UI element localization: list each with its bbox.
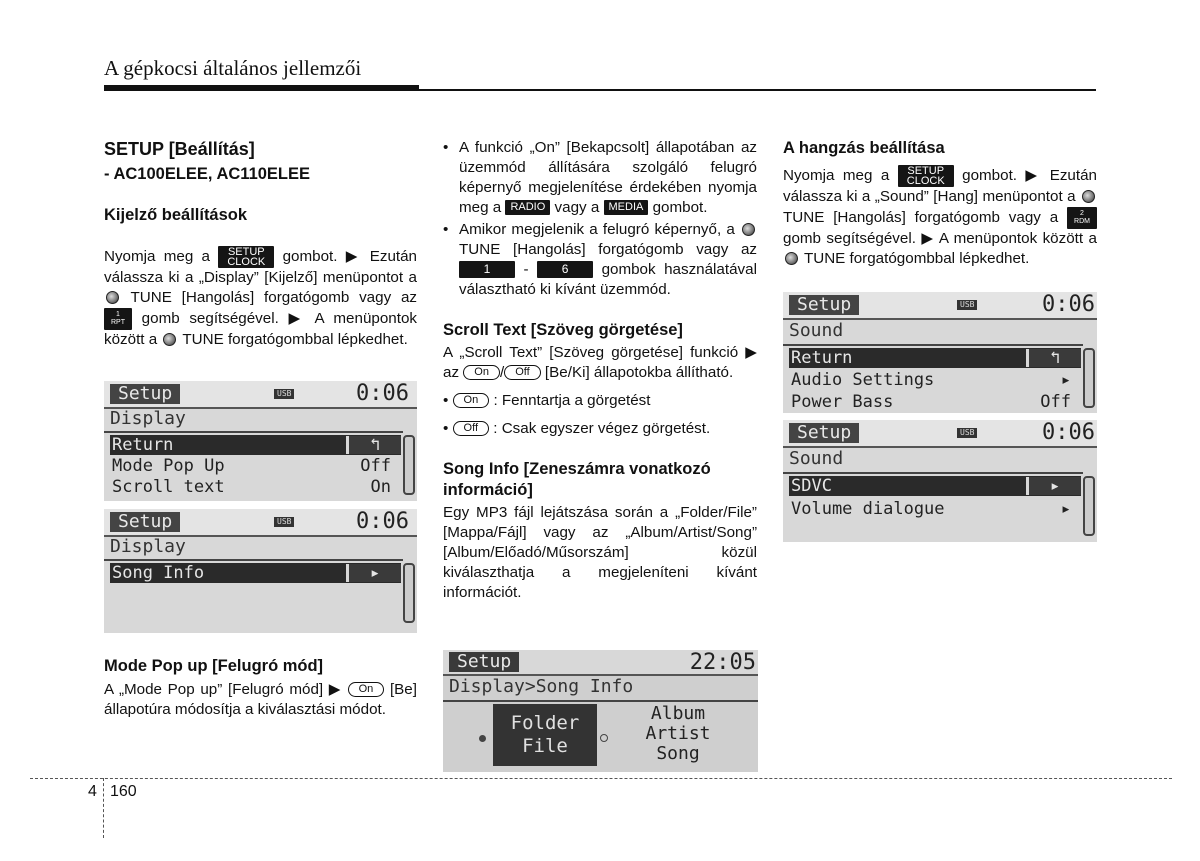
lcd-clock: 22:05: [689, 650, 756, 675]
lcd-scrollbar: [403, 563, 415, 623]
lcd-menu-title: Sound: [789, 320, 844, 341]
list-item: • Amikor megjelenik a felugró képernyő, a TUNE [Hangolás] forgatógomb vagy az 1 - 6 gombok használatával választható ki kívánt üzemmód.: [443, 221, 757, 298]
lcd-scrollbar: [403, 435, 415, 495]
page-number: 160: [110, 783, 137, 800]
header-rule-thick: [104, 85, 419, 91]
lcd-clock: 0:06: [1042, 292, 1095, 317]
radio-button-icon: RADIO: [505, 200, 550, 215]
lcd-row: Return ↰: [110, 435, 401, 455]
lcd-setup-tab: Setup: [110, 384, 180, 404]
media-button-icon: MEDIA: [604, 200, 649, 215]
lcd-scrollbar: [1083, 348, 1095, 408]
chapter-number: 4: [88, 783, 97, 800]
lcd-menu-title: Sound: [789, 448, 844, 469]
lcd-setup-tab: Setup: [449, 652, 519, 672]
list-item: • A funkció „On” [Bekapcsolt] állapotában az üzemmód állítására szolgáló felugró képernyő megjelenítése érdekében nyomja meg a RADIO vagy a MEDIA gombot.: [443, 139, 757, 216]
lcd-clock: 0:06: [356, 381, 409, 406]
mode-popup-text: A „Mode Pop up” [Felugró mód] ▶ On [Be] állapotúra módosítja a kiválasztási módot.: [104, 681, 417, 718]
tune-knob-icon: [785, 252, 798, 265]
usb-icon: USB: [274, 389, 294, 399]
lcd-menu-title: Display: [110, 536, 186, 557]
preset-1-button-icon: 1: [459, 261, 515, 278]
lcd-menu-title: Display>Song Info: [449, 676, 634, 697]
scroll-off-option: • Off : Csak egyszer végez görgetést.: [443, 420, 711, 437]
tune-knob-icon: [1082, 190, 1095, 203]
scroll-on-option: • On : Fenntartja a görgetést: [443, 392, 651, 409]
lcd-row: Volume dialogue ▸: [791, 499, 1071, 519]
column-left: [104, 138, 417, 350]
lcd-display-menu: [104, 381, 417, 501]
radio-selected-icon: [479, 735, 486, 742]
lcd-row: Scroll text On: [112, 477, 391, 497]
lcd-row: Return ↰: [789, 348, 1081, 368]
tune-knob-icon: [106, 291, 119, 304]
lcd-row: Audio Settings ▸: [791, 370, 1071, 390]
sound-instructions: Nyomja meg a SETUP CLOCK gombot. ▶ Ezután válassza ki a „Sound” [Hang] menüpontot a TUNE [Hangolás] forgatógomb vagy a 2 RDM gomb segítségével. ▶ A menüpontok között a TUNE forgatógombbal lépkedhet.: [783, 165, 1097, 267]
column-middle: [443, 138, 757, 603]
rpt-button-icon: 1 RPT: [104, 308, 132, 330]
scroll-text-heading: Scroll Text [Szöveg görgetése]: [443, 321, 683, 339]
lcd-clock: 0:06: [1042, 420, 1095, 445]
tune-knob-icon: [163, 333, 176, 346]
display-settings-heading: Kijelző beállítások: [104, 206, 248, 224]
setup-clock-button-icon: SETUP CLOCK: [218, 246, 274, 268]
lcd-sound-menu: [783, 292, 1097, 413]
footer-divider: [103, 778, 104, 838]
on-button-icon: On: [463, 365, 500, 380]
lcd-clock: 0:06: [356, 509, 409, 534]
footer-rule: [30, 778, 1172, 779]
on-button-icon: On: [453, 393, 490, 408]
lcd-setup-tab: Setup: [789, 423, 859, 443]
sound-settings-heading: A hangzás beállítása: [783, 139, 945, 157]
scroll-text-desc: A „Scroll Text” [Szöveg görgetése] funkció ▶ az On / Off [Be/Ki] állapotokba állítható.: [443, 344, 757, 381]
running-header: A gépkocsi általános jellemzői: [104, 56, 362, 80]
setup-clock-button-icon: SETUP CLOCK: [898, 165, 954, 187]
header-rule-thin: [419, 89, 1096, 91]
section-title: SETUP [Beállítás]: [104, 139, 255, 159]
lcd-row: Power Bass Off: [791, 392, 1071, 412]
lcd-sound-sdvc: [783, 420, 1097, 542]
lcd-row: SDVC ▸: [789, 476, 1081, 496]
mode-popup-heading: Mode Pop up [Felugró mód]: [104, 657, 324, 675]
lcd-row: Song Info ▸: [110, 563, 401, 583]
column-right: [783, 138, 1097, 269]
model-codes: - AC100ELEE, AC110ELEE: [104, 165, 311, 183]
lcd-row: Mode Pop Up Off: [112, 456, 391, 476]
lcd-setup-tab: Setup: [789, 295, 859, 315]
song-info-heading: Song Info [Zeneszámra vonatkozó információ]: [443, 460, 711, 499]
rdm-button-icon: 2 RDM: [1067, 207, 1097, 229]
lcd-menu-title: Display: [110, 408, 186, 429]
album-artist-song-option: Album Artist Song: [645, 703, 711, 764]
usb-icon: USB: [957, 300, 977, 310]
lcd-scrollbar: [1083, 476, 1095, 536]
column-left-lower: [104, 656, 417, 720]
radio-unselected-icon: [600, 734, 608, 742]
usb-icon: USB: [274, 517, 294, 527]
lcd-song-info-options: [443, 650, 758, 772]
tune-knob-icon: [742, 223, 755, 236]
preset-6-button-icon: 6: [537, 261, 593, 278]
folder-file-option: Folder File: [493, 704, 597, 766]
display-instructions: Nyomja meg a SETUP CLOCK gombot. ▶ Ezután válassza ki a „Display” [Kijelző] menüpontot a TUNE [Hangolás] forgatógomb vagy az 1 RPT gomb segítségével. ▶ A menüpontok között a TUNE forgatógombbal lépkedhet.: [104, 246, 417, 348]
on-button-icon: On: [348, 682, 385, 697]
usb-icon: USB: [957, 428, 977, 438]
off-button-icon: Off: [504, 365, 540, 380]
off-button-icon: Off: [453, 421, 489, 436]
song-info-desc: Egy MP3 fájl lejátszása során a „Folder/File” [Mappa/Fájl] vagy az „Album/Artist/Song” [Album/Előadó/Műsorszám] közül kiválaszthatja a megjeleníteni kívánt információt.: [443, 504, 757, 601]
lcd-display-song-info: [104, 509, 417, 633]
lcd-setup-tab: Setup: [110, 512, 180, 532]
